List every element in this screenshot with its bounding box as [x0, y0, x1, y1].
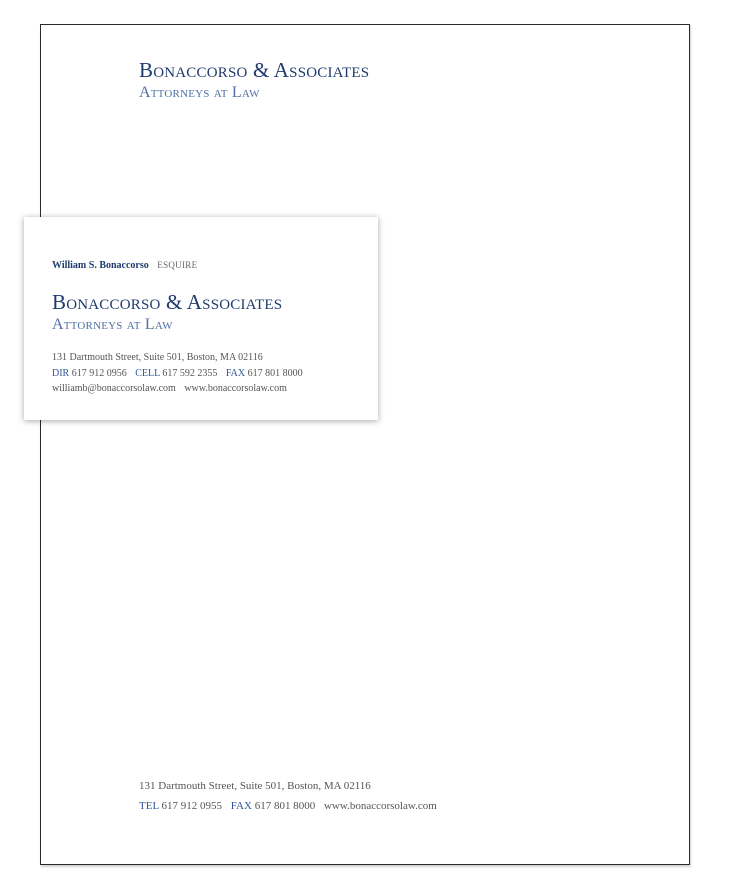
card-web-line [52, 381, 303, 397]
card-phone-line [52, 366, 303, 382]
card-fax-number: 617 801 8000 [247, 367, 303, 379]
card-website-link[interactable]: www.bonaccorsolaw.com [184, 383, 287, 394]
letterhead-contact-line [139, 800, 437, 812]
letterhead-footer [139, 780, 437, 812]
tel-label: TEL [139, 800, 159, 812]
website-link[interactable]: www.bonaccorsolaw.com [323, 800, 437, 812]
card-person [52, 260, 197, 271]
card-person-name: William S. Bonaccorso [52, 260, 149, 271]
letterhead-page [40, 24, 690, 865]
tel-number: 617 912 0955 [161, 800, 222, 812]
cell-label: CELL [135, 367, 160, 379]
card-contact [52, 350, 303, 397]
letterhead-tagline: Attorneys at Law [139, 84, 260, 101]
email-link[interactable]: williamb@bonaccorsolaw.com [52, 383, 176, 394]
card-fax-label: FAX [225, 367, 246, 379]
cell-number: 617 592 2355 [162, 367, 218, 379]
card-firm-name: Bonaccorso & Associates [52, 290, 283, 314]
letterhead-firm-name: Bonaccorso & Associates [139, 58, 370, 82]
dir-number: 617 912 0956 [71, 367, 127, 379]
letterhead-address: 131 Dartmouth Street, Suite 501, Boston, MA 02116 [139, 780, 371, 792]
dir-label: DIR [52, 367, 70, 379]
fax-number: 617 801 8000 [254, 800, 316, 812]
card-tagline: Attorneys at Law [52, 316, 173, 333]
fax-label: FAX [230, 800, 252, 812]
card-person-title: ESQUIRE [157, 260, 198, 270]
card-address: 131 Dartmouth Street, Suite 501, Boston, MA 02116 [52, 352, 263, 363]
business-card [24, 217, 378, 420]
